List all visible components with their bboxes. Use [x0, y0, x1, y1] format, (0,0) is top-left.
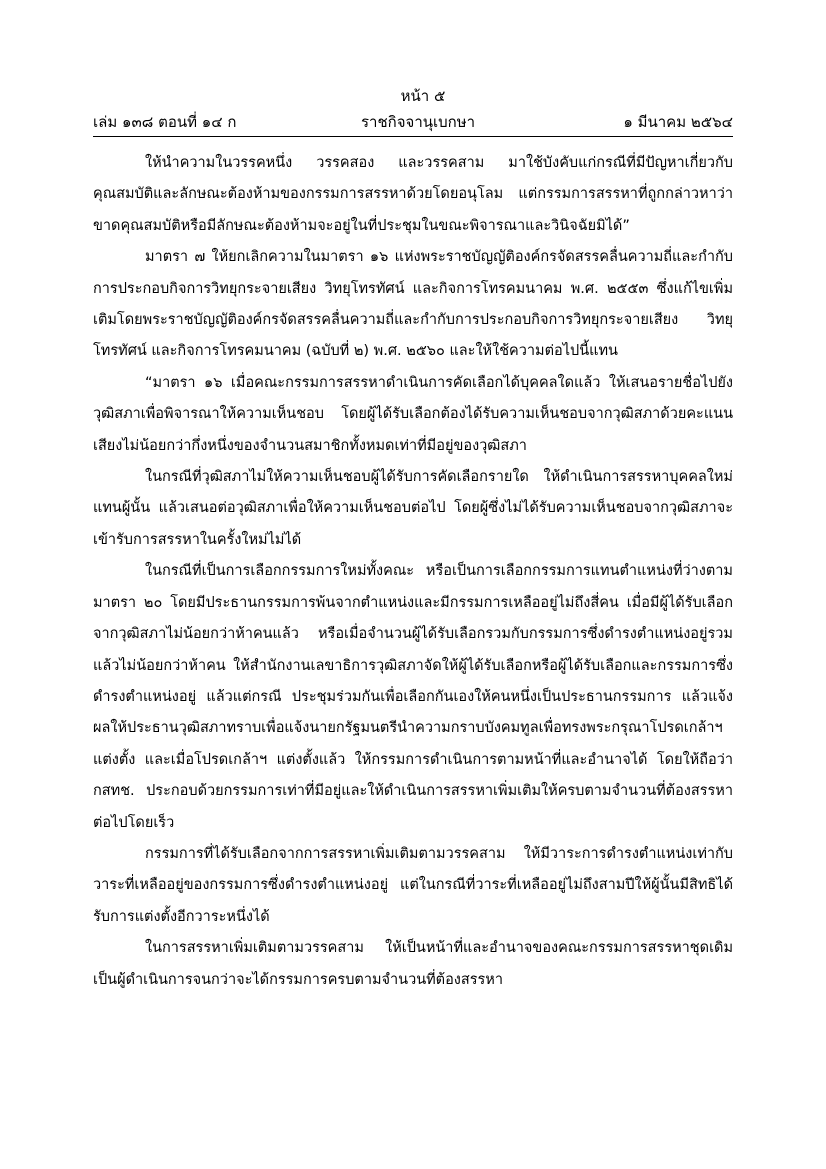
page-number: หน้า ๕ — [400, 87, 446, 105]
paragraph: ให้นำความในวรรคหนึ่ง วรรคสอง และวรรคสาม มาใช้บังคับแก่กรณีที่มีปัญหาเกี่ยวกับคุณสมบัติและลักษณะต้องห้ามของกรรมการสรรหาด้วยโดยอนุโลม แต่กรรมการสรรหาที่ถูกกล่าวหาว่าขาดคุณสมบัติหรือมีลักษณะต้องห้ามจะอยู่ในที่ประชุมในขณะพิจารณาและวินิจฉัยมิได้” — [93, 155, 733, 234]
header-divider — [93, 136, 733, 137]
paragraph: ในกรณีที่เป็นการเลือกกรรมการใหม่ทั้งคณะ หรือเป็นการเลือกกรรมการแทนตำแหน่งที่ว่างตามมาตรา ๒๐ โดยมีประธานกรรมการพ้นจากตำแหน่งและมีกรรมการเหลืออยู่ไม่ถึงสี่คน เมื่อมีผู้ได้รับเลือกจากวุฒิสภาไม่น้อยกว่าห้าคนแล้ว หรือเมื่อจำนวนผู้ได้รับเลือกรวมกับกรรมการซึ่งดำรงตำแหน่งอยู่รวมแล้วไม่น้อยกว่าห้าคน ให้สำนักงานเลขาธิการวุฒิสภาจัดให้ผู้ได้รับเลือกหรือผู้ได้รับเลือกและกรรมการซึ่งดำรงตำแหน่งอยู่ แล้วแต่กรณี ประชุมร่วมกันเพื่อเลือกกันเองให้คนหนึ่งเป็นประธานกรรมการ แล้วแจ้งผลให้ประธานวุฒิสภาทราบเพื่อแจ้งนายกรัฐมนตรีนำความกราบบังคมทูลเพื่อทรงพระกรุณาโปรดเกล้าฯ แต่งตั้ง และเมื่อโปรดเกล้าฯ แต่งตั้งแล้ว ให้กรรมการดำเนินการตามหน้าที่และอำนาจได้ โดยให้ถือว่า กสทช. ประกอบด้วยกรรมการเท่าที่มีอยู่และให้ดำเนินการสรรหาเพิ่มเติมให้ครบตามจำนวนที่ต้องสรรหาต่อไปโดยเร็ว — [93, 563, 733, 831]
paragraph: ในกรณีที่วุฒิสภาไม่ให้ความเห็นชอบผู้ได้รับการคัดเลือกรายใด ให้ดำเนินการสรรหาบุคคลใหม่แทนผู้นั้น แล้วเสนอต่อวุฒิสภาเพื่อให้ความเห็นชอบต่อไป โดยผู้ซึ่งไม่ได้รับความเห็นชอบจากวุฒิสภาจะเข้ารับการสรรหาในครั้งใหม่ไม่ได้ — [93, 469, 733, 548]
paragraph: “มาตรา ๑๖ เมื่อคณะกรรมการสรรหาดำเนินการคัดเลือกได้บุคคลใดแล้ว ให้เสนอรายชื่อไปยังวุฒิสภาเพื่อพิจารณาให้ความเห็นชอบ โดยผู้ได้รับเลือกต้องได้รับความเห็นชอบจากวุฒิสภาด้วยคะแนนเสียงไม่น้อยกว่ากึ่งหนึ่งของจำนวนสมาชิกทั้งหมดเท่าที่มีอยู่ของวุฒิสภา — [93, 374, 733, 454]
paragraph: มาตรา ๗ ให้ยกเลิกความในมาตรา ๑๖ แห่งพระราชบัญญัติองค์กรจัดสรรคลื่นความถี่และกำกับการประกอบกิจการวิทยุกระจายเสียง วิทยุโทรทัศน์ และกิจการโทรคมนาคม พ.ศ. ๒๕๕๓ ซึ่งแก้ไขเพิ่มเติมโดยพระราชบัญญัติองค์กรจัดสรรคลื่นความถี่และกำกับการประกอบกิจการวิทยุกระจายเสียง วิทยุโทรทัศน์ และกิจการโทรคมนาคม (ฉบับที่ ๒) พ.ศ. ๒๕๖๐ และให้ใช้ความต่อไปนี้แทน — [93, 249, 733, 360]
volume-issue: เล่ม ๑๓๘ ตอนที่ ๑๔ ก — [93, 113, 237, 131]
publication-title: ราชกิจจานุเบกษา — [361, 113, 476, 131]
publication-date: ๑ มีนาคม ๒๕๖๔ — [623, 113, 733, 131]
running-header — [93, 112, 733, 132]
paragraph: กรรมการที่ได้รับเลือกจากการสรรหาเพิ่มเติมตามวรรคสาม ให้มีวาระการดำรงตำแหน่งเท่ากับวาระที่เหลืออยู่ของกรรมการซึ่งดำรงตำแหน่งอยู่ แต่ในกรณีที่วาระที่เหลืออยู่ไม่ถึงสามปีให้ผู้นั้นมีสิทธิได้รับการแต่งตั้งอีกวาระหนึ่งได้ — [93, 845, 733, 925]
paragraph: ในการสรรหาเพิ่มเติมตามวรรคสาม ให้เป็นหน้าที่และอำนาจของคณะกรรมการสรรหาชุดเดิมเป็นผู้ดำเนินการจนกว่าจะได้กรรมการครบตามจำนวนที่ต้องสรรหา — [93, 940, 733, 988]
body-text — [93, 148, 733, 996]
